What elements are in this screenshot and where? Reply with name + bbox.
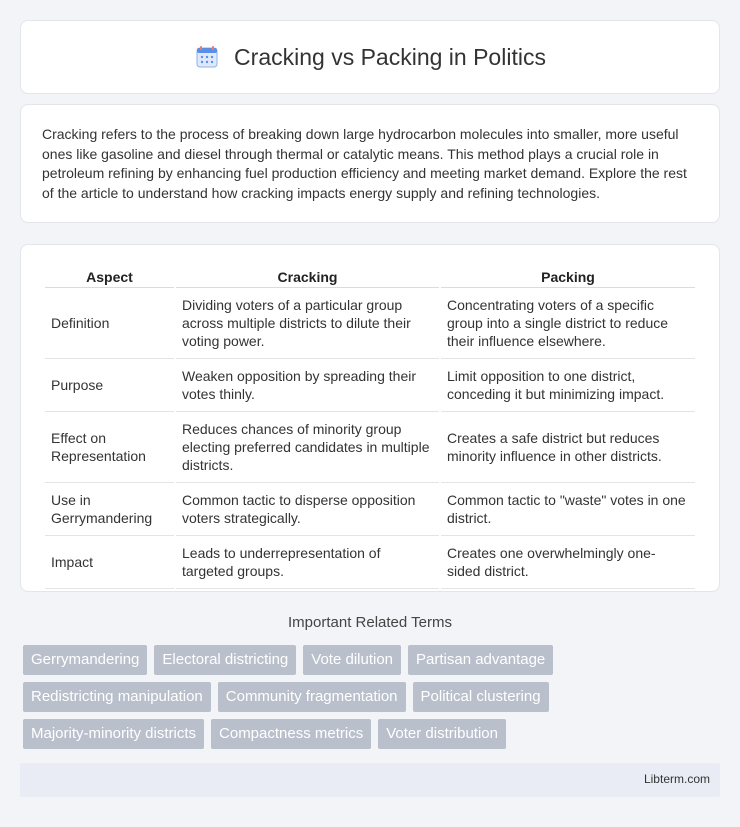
cracking-cell: Weaken opposition by spreading their votes thinly.	[176, 359, 439, 412]
aspect-cell: Definition	[45, 288, 174, 359]
table-row	[45, 288, 695, 359]
aspect-cell: Purpose	[45, 359, 174, 412]
packing-cell: Limit opposition to one district, conceding it but minimizing impact.	[441, 359, 695, 412]
tag-community-fragmentation[interactable]: Community fragmentation	[218, 682, 406, 712]
cracking-cell: Common tactic to disperse opposition voters strategically.	[176, 483, 439, 536]
table-row	[45, 483, 695, 536]
packing-cell: Creates a safe district but reduces minority influence in other districts.	[441, 412, 695, 483]
footer-site-link[interactable]: Libterm.com	[643, 772, 710, 786]
cracking-cell: Dividing voters of a particular group across multiple districts to dilute their voting power.	[176, 288, 439, 359]
tag-political-clustering[interactable]: Political clustering	[413, 682, 549, 712]
tag-compactness-metrics[interactable]: Compactness metrics	[211, 719, 371, 749]
related-terms-title: Important Related Terms	[288, 614, 452, 631]
packing-cell: Creates one overwhelmingly one-sided district.	[441, 536, 695, 589]
tag-gerrymandering[interactable]: Gerrymandering	[23, 645, 147, 675]
table-header-row	[45, 265, 695, 288]
page-title: Cracking vs Packing in Politics	[234, 43, 546, 70]
cracking-cell: Leads to underrepresentation of targeted groups.	[176, 536, 439, 589]
comparison-table	[43, 265, 697, 589]
calendar-icon	[194, 44, 220, 70]
tag-vote-dilution[interactable]: Vote dilution	[303, 645, 401, 675]
tag-electoral-districting[interactable]: Electoral districting	[154, 645, 296, 675]
tag-redistricting-manipulation[interactable]: Redistricting manipulation	[23, 682, 211, 712]
packing-cell: Common tactic to "waste" votes in one district.	[441, 483, 695, 536]
column-header-aspect: Aspect	[45, 265, 174, 288]
table-row	[45, 536, 695, 589]
related-terms-tags	[23, 645, 723, 749]
aspect-cell: Impact	[45, 536, 174, 589]
aspect-cell: Use in Gerrymandering	[45, 483, 174, 536]
column-header-packing: Packing	[441, 265, 695, 288]
table-row	[45, 359, 695, 412]
footer	[20, 763, 720, 797]
packing-cell: Concentrating voters of a specific group into a single district to reduce their influence elsewhere.	[441, 288, 695, 359]
header-card	[20, 20, 720, 94]
aspect-cell: Effect on Representation	[45, 412, 174, 483]
column-header-cracking: Cracking	[176, 265, 439, 288]
intro-paragraph: Cracking refers to the process of breaking down large hydrocarbon molecules into smaller, more useful ones like gasoline and diesel through thermal or catalytic means. This method plays a crucial role in petroleum refining by enhancing fuel production efficiency and meeting market demand. Explore the rest of the article to understand how cracking impacts energy supply and refining technologies.	[42, 126, 687, 201]
tag-partisan-advantage[interactable]: Partisan advantage	[408, 645, 553, 675]
comparison-table-card	[20, 244, 720, 592]
intro-card	[20, 104, 720, 223]
tag-majority-minority-districts[interactable]: Majority-minority districts	[23, 719, 204, 749]
tag-voter-distribution[interactable]: Voter distribution	[378, 719, 506, 749]
title-wrap	[194, 44, 546, 71]
cracking-cell: Reduces chances of minority group electing preferred candidates in multiple districts.	[176, 412, 439, 483]
table-row	[45, 412, 695, 483]
